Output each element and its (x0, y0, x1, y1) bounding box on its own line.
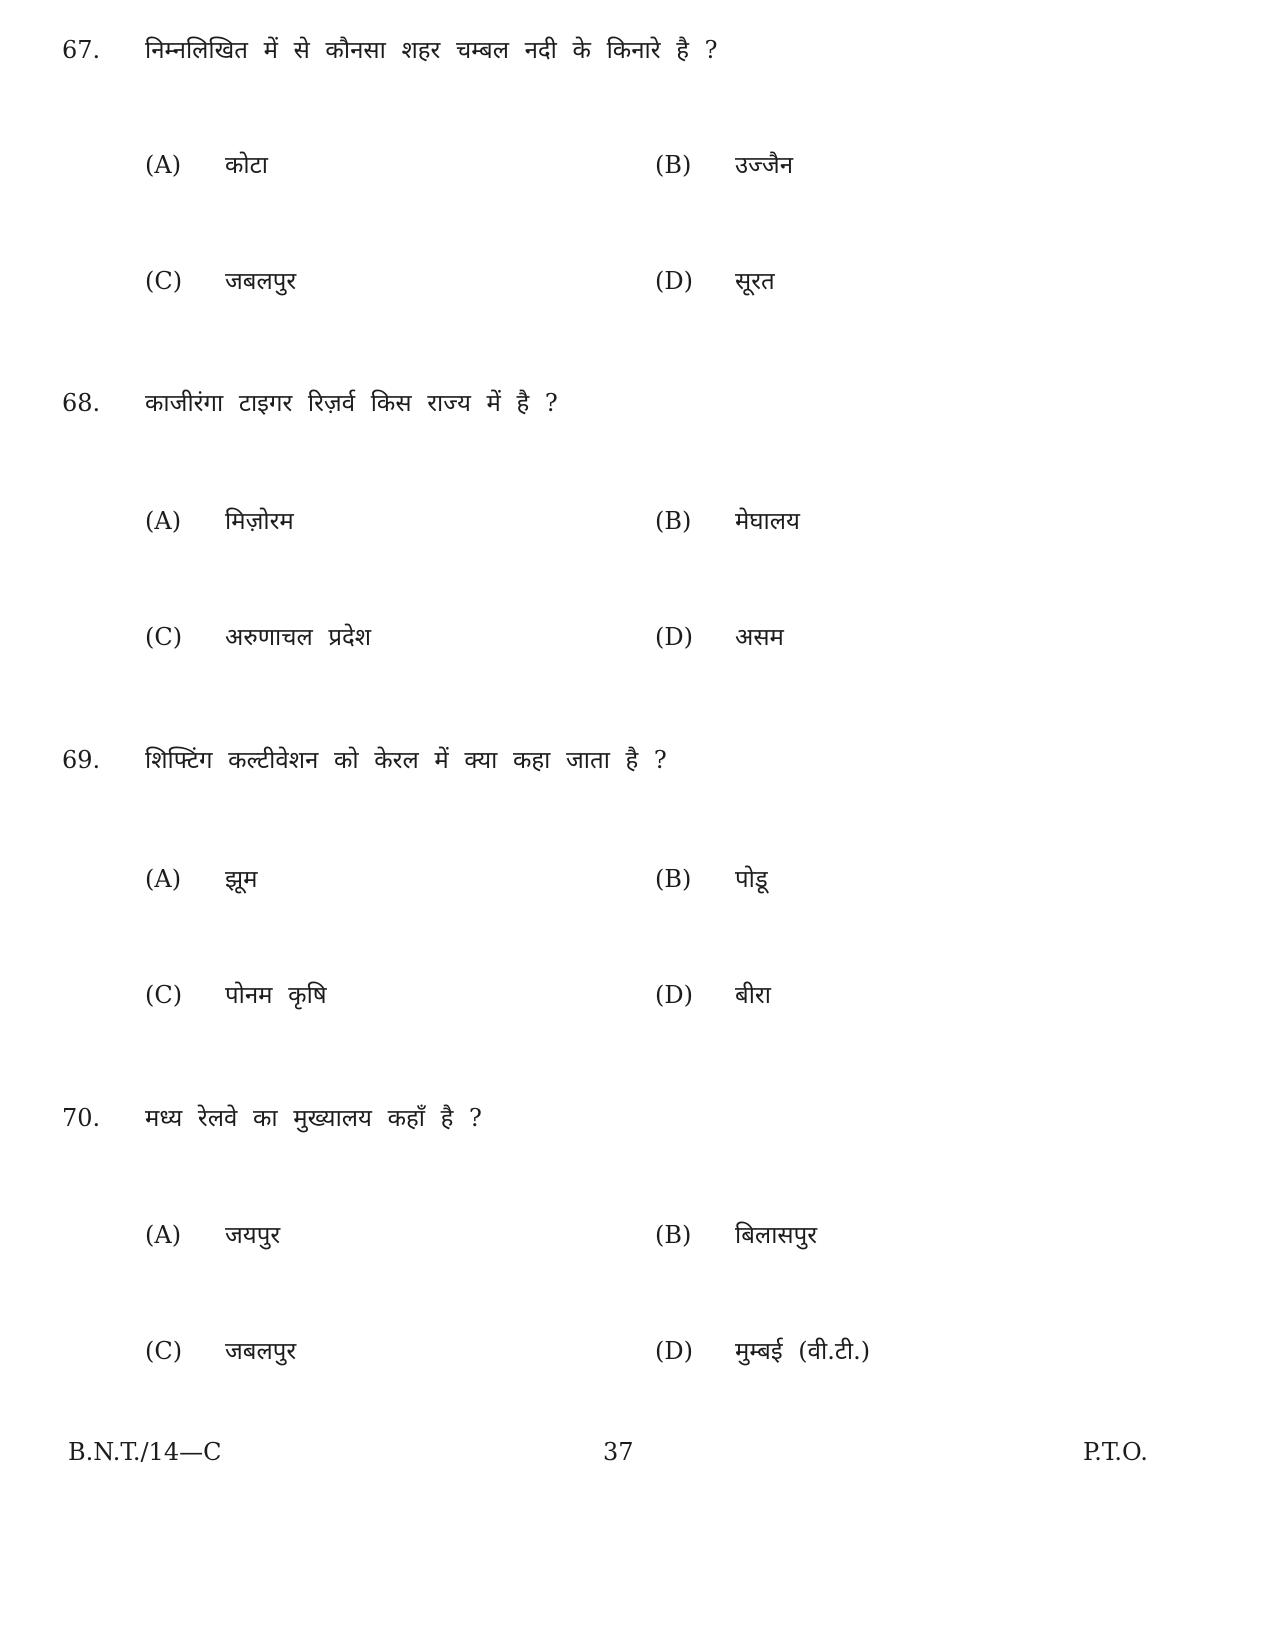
page-number: 37 (603, 1438, 634, 1466)
option-letter: (C) (145, 1337, 183, 1365)
option-68-a (145, 506, 294, 536)
option-69-c (145, 980, 327, 1010)
option-67-c (145, 266, 296, 296)
option-letter: (B) (655, 1221, 692, 1249)
option-letter: (C) (145, 981, 183, 1009)
question-text: मध्य रेलवे का मुख्यालय कहाँ है ? (145, 1104, 482, 1132)
option-67-a (145, 150, 268, 180)
option-text: मिज़ोरम (225, 507, 294, 535)
option-70-c (145, 1336, 296, 1366)
option-text: पोडू (735, 865, 768, 893)
option-70-a (145, 1220, 280, 1250)
option-text: बिलासपुर (735, 1221, 818, 1249)
option-67-d (655, 266, 775, 296)
option-69-d (655, 980, 771, 1010)
option-text: जबलपुर (225, 1337, 297, 1365)
paper-code: B.N.T./14—C (68, 1438, 222, 1466)
option-text: झूम (225, 865, 258, 893)
option-68-d (655, 622, 784, 652)
option-letter: (D) (655, 267, 693, 295)
option-68-b (655, 506, 800, 536)
option-letter: (B) (655, 865, 692, 893)
option-text: असम (735, 623, 784, 651)
question-number: 68. (62, 389, 101, 417)
option-text: मुम्बई (वी.टी.) (735, 1337, 871, 1365)
option-text: जयपुर (225, 1221, 281, 1249)
option-text: सूरत (735, 267, 775, 295)
option-text: कोटा (225, 151, 268, 179)
option-letter: (A) (145, 151, 182, 179)
question-text: काजीरंगा टाइगर रिज़र्व किस राज्य में है ? (145, 389, 558, 417)
option-text: पोनम कृषि (225, 981, 327, 1009)
option-69-b (655, 864, 768, 894)
option-letter: (A) (145, 507, 182, 535)
question-number: 69. (62, 746, 101, 774)
option-70-b (655, 1220, 817, 1250)
option-text: उज्जैन (735, 151, 794, 179)
option-letter: (A) (145, 865, 182, 893)
option-letter: (B) (655, 151, 692, 179)
option-letter: (A) (145, 1221, 182, 1249)
question-text: शिफ्टिंग कल्टीवेशन को केरल में क्या कहा जाता है ? (145, 746, 667, 774)
option-letter: (C) (145, 623, 183, 651)
option-letter: (C) (145, 267, 183, 295)
option-67-b (655, 150, 793, 180)
option-70-d (655, 1336, 870, 1366)
option-text: बीरा (735, 981, 771, 1009)
option-letter: (D) (655, 623, 693, 651)
option-letter: (D) (655, 1337, 693, 1365)
option-text: जबलपुर (225, 267, 297, 295)
question-number: 67. (62, 36, 101, 64)
option-letter: (D) (655, 981, 693, 1009)
option-text: मेघालय (735, 507, 800, 535)
option-69-a (145, 864, 258, 894)
question-text: निम्नलिखित में से कौनसा शहर चम्बल नदी के किनारे है ? (145, 36, 718, 64)
option-letter: (B) (655, 507, 692, 535)
please-turn-over: P.T.O. (1083, 1438, 1148, 1466)
option-68-c (145, 622, 371, 652)
option-text: अरुणाचल प्रदेश (225, 623, 372, 651)
question-number: 70. (62, 1104, 101, 1132)
